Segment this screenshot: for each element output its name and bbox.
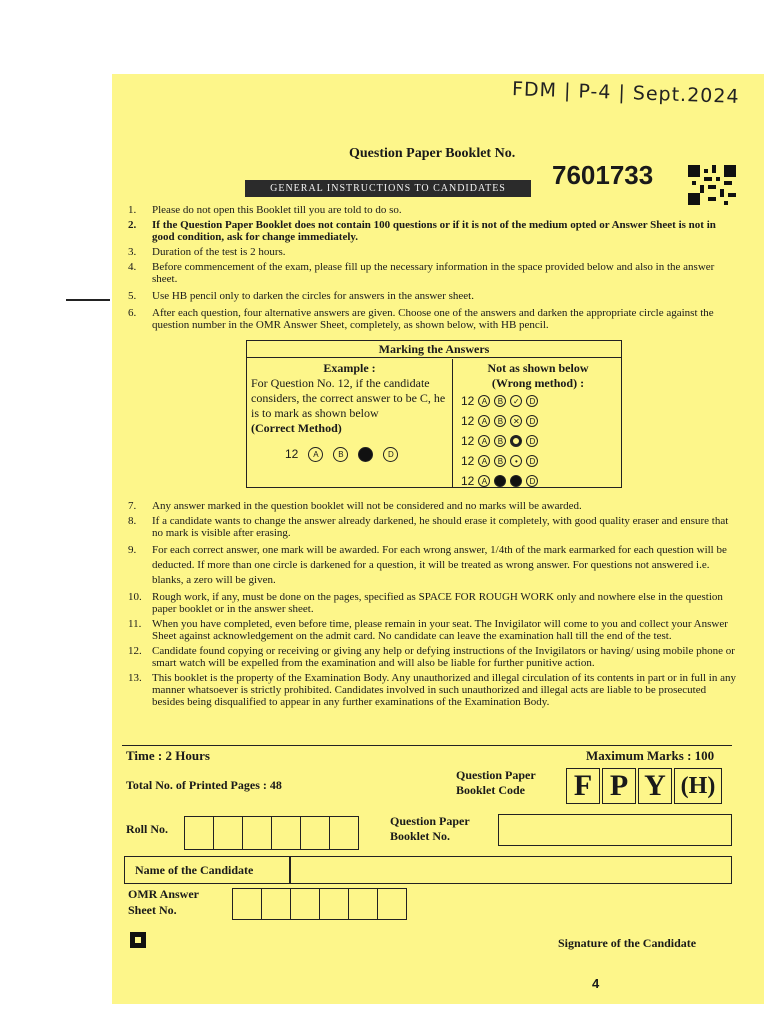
max-marks-label: Maximum Marks : 100 bbox=[586, 748, 715, 763]
time-label: Time : 2 Hours bbox=[126, 748, 210, 763]
example-text: For Question No. 12, if the candidate considers, the correct answer to be C, he is to mark as shown below bbox=[251, 376, 446, 420]
booklet-code-box: P bbox=[602, 768, 636, 804]
wrong-row-double: 12 A D bbox=[461, 471, 615, 491]
example-title: Example : bbox=[323, 361, 376, 375]
roll-no-digit-box[interactable] bbox=[300, 816, 330, 850]
wrong-method-label: (Wrong method) : bbox=[491, 376, 585, 390]
qp-booklet-no-label: Question Paper Booklet No. bbox=[390, 814, 470, 843]
example-panel bbox=[247, 359, 453, 487]
instruction-item: 4. Before commencement of the exam, please fill up the necessary information in the space provided below and also in the answer sheet. bbox=[128, 261, 715, 285]
instruction-item: 13. This booklet is the property of the Examination Body. Any unauthorized and illegal circulation of its contents in part or in full in any manner whatsoever is strictly prohibited. Candidates involved in such unauthorized and illegal acts are liable to be prosecuted besides being disqualified to appear in any further examinations of the Examination Body. bbox=[128, 672, 736, 708]
qp-booklet-no-field[interactable] bbox=[498, 814, 732, 846]
wrong-row-cross: 12 A B ✕ D bbox=[461, 411, 615, 431]
instruction-item: 10. Rough work, if any, must be done on the pages, specified as SPACE FOR ROUGH WORK only and nowhere else in the question paper booklet or in the answer sheet. bbox=[128, 591, 723, 615]
correct-bubble-row: 12 A B D bbox=[285, 444, 448, 464]
margin-mark bbox=[66, 299, 110, 301]
omr-digit-box[interactable] bbox=[319, 888, 349, 920]
omr-digit-box[interactable] bbox=[348, 888, 378, 920]
marking-title: Marking the Answers bbox=[247, 341, 621, 358]
booklet-code-label: Question Paper Booklet Code bbox=[456, 768, 536, 797]
marking-answers-table bbox=[246, 340, 622, 488]
handwritten-note: FDM | P-4 | Sept.2024 bbox=[511, 78, 740, 108]
instruction-list-continued bbox=[128, 500, 740, 708]
booklet-code-box: F bbox=[566, 768, 600, 804]
roll-no-label: Roll No. bbox=[126, 822, 168, 836]
divider bbox=[122, 745, 732, 746]
instruction-item: 11. When you have completed, even before time, please remain in your seat. The Invigilator will come to you and collect your Answer Sheet against acknowledgement on the admit card. No candidate can leave the examination hall till the end of the test. bbox=[128, 618, 728, 642]
instruction-list bbox=[128, 204, 740, 331]
option-a-bubble: A bbox=[308, 447, 323, 462]
instruction-item: 5. Use HB pencil only to darken the circles for answers in the answer sheet. bbox=[128, 290, 474, 302]
roll-no-digit-box[interactable] bbox=[329, 816, 359, 850]
wrong-row-ring: 12 A B D bbox=[461, 431, 615, 451]
instruction-item: 6. After each question, four alternative answers are given. Choose one of the answers and darken the appropriate circle against the question number in the OMR Answer Sheet, completely, as shown below, with HB pencil. bbox=[128, 307, 714, 331]
roll-no-digit-box[interactable] bbox=[213, 816, 243, 850]
roll-no-digit-box[interactable] bbox=[271, 816, 301, 850]
omr-digit-box[interactable] bbox=[290, 888, 320, 920]
omr-digit-box[interactable] bbox=[377, 888, 407, 920]
booklet-code-box: Y bbox=[638, 768, 672, 804]
option-b-bubble: B bbox=[333, 447, 348, 462]
instruction-item: 9. For each correct answer, one mark will be awarded. For each wrong answer, 1/4th of the mark earmarked for each question will be deducted. If more than one circle is darkened for a question, it will be treated as wrong answer. For questions not answered i.e. blanks, a zero will be given. bbox=[128, 544, 727, 586]
option-d-bubble: D bbox=[383, 447, 398, 462]
instruction-item: 8. If a candidate wants to change the answer already darkened, he should erase it completely, with good quality eraser and ensure that no mark is visible after erasing. bbox=[128, 515, 729, 539]
wrong-method-panel bbox=[455, 359, 621, 487]
timing-mark-icon bbox=[130, 932, 146, 948]
page-number: 4 bbox=[592, 976, 600, 991]
signature-label: Signature of the Candidate bbox=[558, 936, 697, 950]
roll-no-digit-box[interactable] bbox=[184, 816, 214, 850]
booklet-number-label: Question Paper Booklet No. bbox=[349, 146, 516, 161]
candidate-name-field[interactable] bbox=[124, 856, 732, 884]
correct-method-label: (Correct Method) bbox=[251, 421, 342, 435]
instruction-item: 12. Candidate found copying or receiving or giving any help or defying instructions of the Invigilators or having/ using mobile phone or smart watch will be expelled from the examination and will also be liable for further punitive action. bbox=[128, 645, 735, 669]
booklet-number: 7601733 bbox=[552, 160, 654, 190]
wrong-title: Not as shown below bbox=[487, 361, 589, 375]
qr-code-icon bbox=[688, 164, 736, 206]
roll-no-digit-box[interactable] bbox=[242, 816, 272, 850]
instruction-item: 2. If the Question Paper Booklet does not contain 100 questions or if it is not of the medium opted or Answer Sheet is not in good condition, ask for change immediately. bbox=[128, 219, 716, 243]
wrong-row-dot: 12 A B • D bbox=[461, 451, 615, 471]
booklet-code-box: (H) bbox=[674, 768, 722, 804]
divider bbox=[289, 857, 291, 883]
omr-digit-box[interactable] bbox=[232, 888, 262, 920]
wrong-row-tick: 12 A B ✓ D bbox=[461, 391, 615, 411]
option-c-filled-bubble bbox=[358, 447, 373, 462]
instruction-item: 3. Duration of the test is 2 hours. bbox=[128, 246, 286, 258]
omr-label: OMR Answer Sheet No. bbox=[128, 887, 199, 917]
instruction-item: 7. Any answer marked in the question booklet will not be considered and no marks will be awarded. bbox=[128, 500, 582, 512]
instruction-item: 1. Please do not open this Booklet till you are told to do so. bbox=[128, 204, 402, 216]
candidate-name-label: Name of the Candidate bbox=[135, 863, 254, 877]
omr-digit-box[interactable] bbox=[261, 888, 291, 920]
answer-booklet-page bbox=[112, 74, 764, 1004]
instructions-title: GENERAL INSTRUCTIONS TO CANDIDATES bbox=[245, 180, 531, 197]
total-pages-label: Total No. of Printed Pages : 48 bbox=[126, 778, 282, 792]
